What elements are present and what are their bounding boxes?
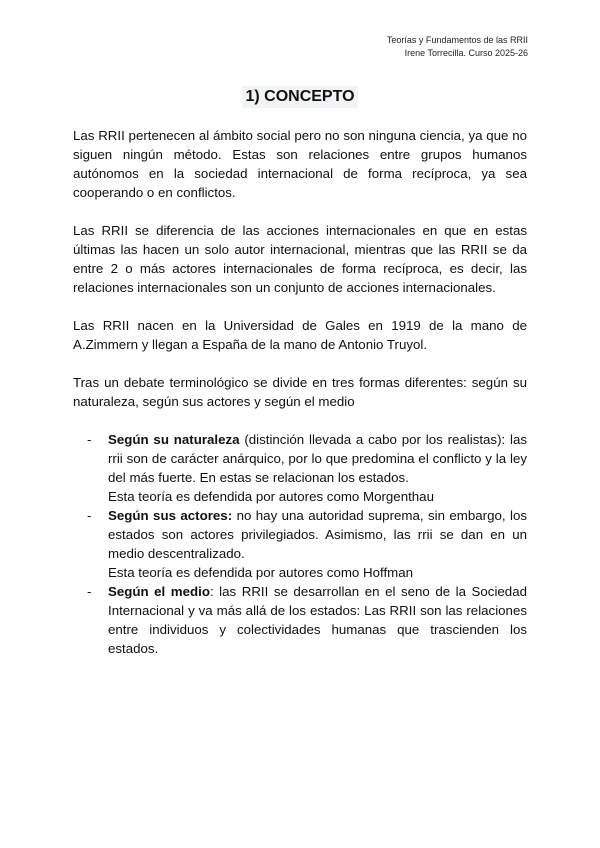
paragraph-difference: Las RRII se diferencia de las acciones internacionales en que en estas últimas las hacen un solo autor internacional, mientras que las RRII se da entre 2 o más actores internacionales de forma recíproca, es decir, las relaciones internacionales son un conjunto de acciones internacionales. — [73, 223, 527, 295]
page-header — [387, 34, 528, 60]
paragraph-origin: Las RRII nacen en la Universidad de Gales en 1919 de la mano de A.Zimmern y llegan a España de la mano de Antonio Truyol. — [73, 318, 527, 352]
bullet-text: : las RRII se desarrollan en el seno de la Sociedad Internacional y va más allá de los estados: Las RRII son las relaciones entre individuos y colectividades humanas que trascienden los estados. — [108, 584, 527, 656]
bullet-heading: Según su naturaleza — [108, 432, 240, 447]
list-item-actores — [73, 506, 527, 582]
bullet-heading: Según el medio — [108, 584, 210, 599]
bullet-dash: - — [87, 584, 92, 599]
document-body — [73, 126, 527, 658]
title-wrapper — [0, 86, 600, 108]
bullet-text: no hay una autoridad suprema, sin embargo, los estados son actores privilegiados. Asimismo, las rrii se dan en un medio descentralizado. — [108, 508, 528, 561]
bullet-text: (distinción llevada a cabo por los realistas): las rrii son de carácter anárquico, por lo que predomina el conflicto y la ley del más fuerte. En estas se relacionan los estados. — [108, 432, 527, 485]
paragraph-classification: Tras un debate terminológico se divide en tres formas diferentes: según su naturaleza, según sus actores y según el medio — [73, 375, 527, 409]
bullet-dash: - — [87, 508, 92, 523]
section-title: 1) CONCEPTO — [242, 86, 357, 108]
bullet-note: Esta teoría es defendida por autores como Hoffman — [108, 565, 414, 580]
bullet-note: Esta teoría es defendida por autores como Morgenthau — [108, 489, 434, 504]
list-item-medio — [73, 582, 527, 658]
paragraph-definition: Las RRII pertenecen al ámbito social pero no son ninguna ciencia, ya que no siguen ningún método. Estas son relaciones entre grupos humanos autónomos en la sociedad internacional de forma recíproca, ya sea cooperando o en conflictos. — [73, 128, 527, 200]
bullet-dash: - — [87, 432, 92, 447]
bullet-heading: Según sus actores: — [108, 508, 233, 523]
classification-list — [73, 430, 527, 658]
list-item-naturaleza — [73, 430, 527, 506]
header-course-title: Teorías y Fundamentos de las RRII — [386, 35, 528, 45]
header-author-course: Irene Torrecilla. Curso 2025-26 — [404, 48, 528, 58]
